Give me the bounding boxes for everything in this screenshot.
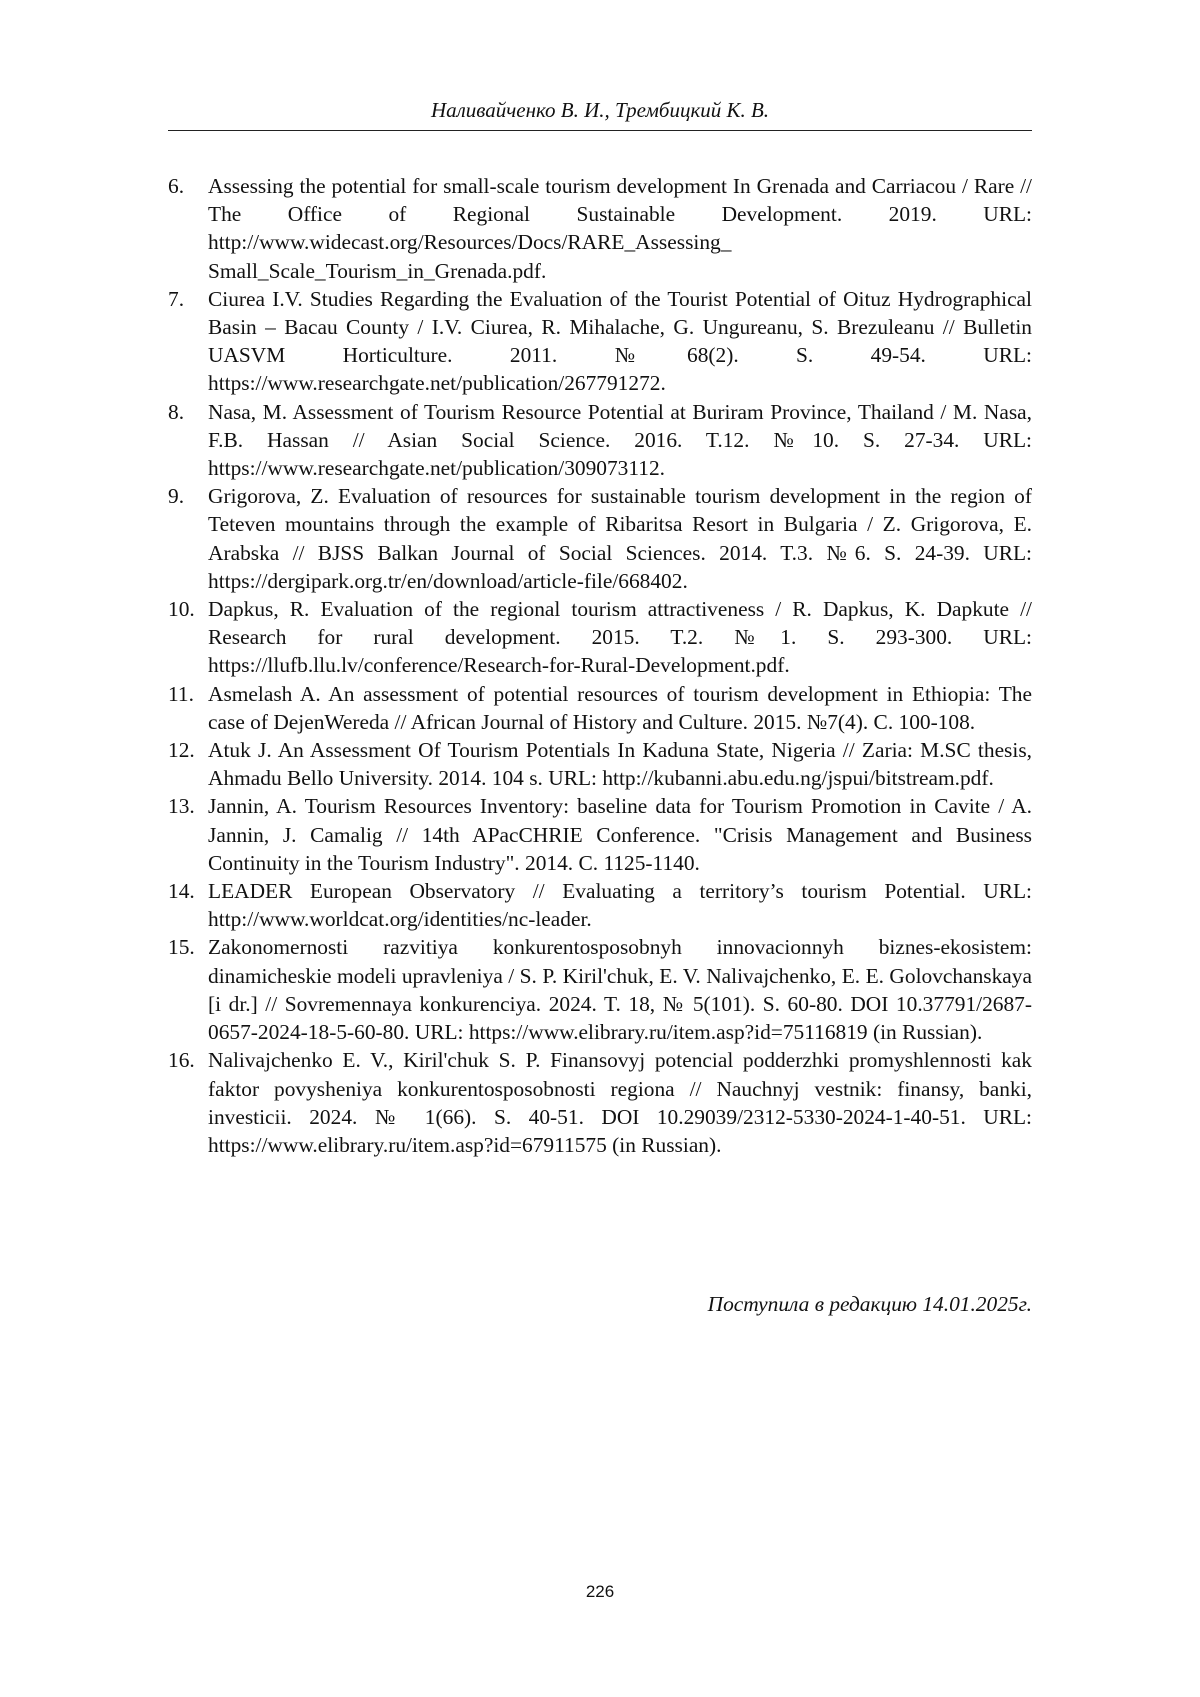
reference-text: Asmelash A. An assessment of potential resources of tourism development in Ethiopia: The case of DejenWereda // African Journal of History and Culture. 2015. №7(4). C. 100-108. [208,681,1032,734]
running-header: Наливайченко В. И., Трембицкий К. В. [430,98,770,122]
reference-number: 6. [168,174,185,198]
reference-item [168,680,1032,736]
reference-number: 16. [168,1048,195,1073]
reference-number: 10. [168,597,195,622]
reference-text: Grigorova, Z. Evaluation of resources for sustainable tourism development in the region of Teteven mountains through the example of Ribaritsa Resort in Bulgaria / Z. Grigorova, E. Arabska // BJSS Balkan Journal of Social Sciences. 2014. T.3. №6. S. 24-39. URL: https://dergipark.org.tr/en/download/article-file/668402. [208,484,1032,593]
reference-number: 9. [168,484,185,509]
received-date-note: Поступила в редакцию 14.01.2025г. [707,1292,1032,1316]
reference-item [168,398,1032,483]
header-divider [168,130,1032,131]
reference-text: LEADER European Observatory // Evaluating a territory’s tourism Potential. URL: http://www.worldcat.org/identities/nc-leader. [208,879,1032,932]
reference-text: Zakonomernosti razvitiya konkurentosposobnyh innovacionnyh biznes-ekosistem: dinamicheskie modeli upravleniya / S. P. Kiril'chuk, E. V. Nalivajchenko, E. E. Golovchanskaya [i dr.] // Sovremennaya konkurenciya. 2024. T. 18, № 5(101). S. 60-80. DOI 10.37791/2687-0657-2024-18-5-60-80. URL: https://www.elibrary.ru/item.asp?id=75116819 (in Russian). [208,935,1032,1045]
reference-item [168,1046,1032,1159]
reference-list [168,172,1032,1159]
reference-text: Nalivajchenko E. V., Kiril'chuk S. P. Finansovyj potencial podderzhki promyshlennosti kak faktor povysheniya konkurentosposobnosti regiona // Nauchnyj vestnik: finansy, banki, investicii. 2024. № 1(66). S. 40-51. DOI 10.29039/2312-5330-2024-1-40-51. URL: https://www.elibrary.ru/item.asp?id=67911575 (in Russian). [208,1048,1032,1157]
reference-item [168,285,1032,398]
reference-number: 7. [168,286,185,311]
reference-text: Jannin, A. Tourism Resources Inventory: baseline data for Tourism Promotion in Cavite / A. Jannin, J. Camalig // 14th APacCHRIE Conference. "Crisis Management and Business Continuity in the Tourism Industry". 2014. C. 1125-1140. [208,794,1032,875]
reference-text: Ciurea I.V. Studies Regarding the Evaluation of the Tourist Potential of Oituz Hydrographical Basin – Bacau County / I.V. Ciurea, R. Mihalache, G. Ungureanu, S. Brezuleanu // Bulletin UASVM Horticulture. 2011. №68(2). S. 49-54. URL: https://www.researchgate.net/publication/267791272. [208,286,1032,396]
reference-number: 12. [168,738,195,763]
reference-number: 11. [168,681,194,706]
reference-text: Atuk J. An Assessment Of Tourism Potentials In Kaduna State, Nigeria // Zaria: M.SC thesis, Ahmadu Bello University. 2014. 104 s. URL: http://kubanni.abu.edu.ng/jspui/bitstream.pdf. [208,738,1032,791]
reference-number: 14. [168,879,195,904]
reference-item [168,482,1032,595]
reference-number: 15. [168,935,195,960]
reference-number: 8. [168,399,185,424]
reference-text: Assessing the potential for small-scale tourism development In Grenada and Carriacou / Rare // The Office of Regional Sustainable Development. 2019. URL: http://www.widecast.org/Resources/Docs/RARE_Assessing_ Small_Scale_Tourism_in_Grenada.pdf. [208,174,1032,283]
reference-item [168,792,1032,877]
reference-item [168,172,1032,285]
reference-text: Dapkus, R. Evaluation of the regional tourism attractiveness / R. Dapkus, K. Dapkute // Research for rural development. 2015. T.2. №1. S. 293-300. URL: https://llufb.llu.lv/conference/Research-for-Rural-Development.pdf. [208,597,1032,678]
page-number: 226 [585,1582,615,1601]
reference-item [168,877,1032,933]
reference-item [168,595,1032,680]
reference-text: Nasa, M. Assessment of Tourism Resource Potential at Buriram Province, Thailand / M. Nasa, F.B. Hassan // Asian Social Science. 2016. T.12. №10. S. 27-34. URL: https://www.researchgate.net/publication/309073112. [208,399,1032,481]
reference-item [168,933,1032,1046]
reference-item [168,736,1032,792]
reference-number: 13. [168,794,195,819]
